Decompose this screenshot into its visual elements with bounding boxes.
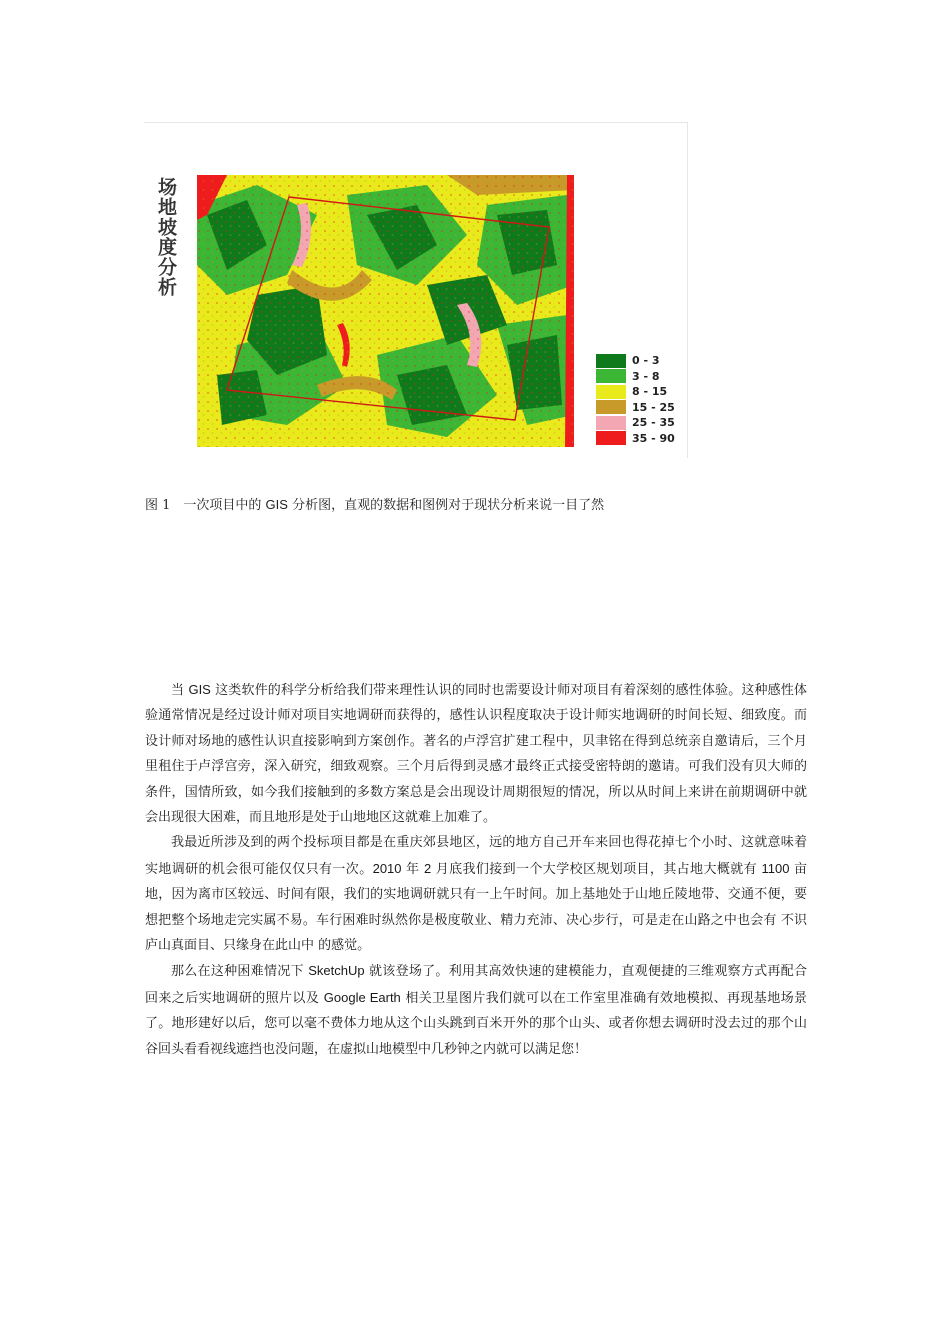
legend-label: 8 - 15: [632, 385, 668, 399]
legend-item: [596, 431, 675, 447]
legend-item: [596, 384, 675, 400]
latin-term: 1100: [761, 860, 790, 876]
figure-title: 场地坡度分析: [155, 177, 177, 297]
legend-label: 15 - 25: [632, 400, 675, 414]
text-run: 相关卫星图片我们就可以在工作室里准确有效地模拟、再现基地场景了。地形建好以后，您可以毫不费体力地从这个山头跳到百米开外的那个山头、或者你想去调研时没去过的那个山谷回头看看视线遮挡也没问题，在虚拟山地模型中几秒钟之内就可以满足您！: [145, 990, 808, 1057]
legend-label: 3 - 8: [632, 369, 660, 383]
text-run: 年: [401, 861, 424, 877]
paragraph-2: [145, 830, 807, 958]
legend-label: 35 - 90: [632, 431, 675, 445]
paragraph-3: [145, 958, 807, 1062]
slope-legend: [596, 353, 675, 446]
text-run: 当: [171, 683, 189, 698]
legend-swatch: [596, 400, 626, 414]
caption-prefix: 图 1 一次项目中的: [145, 498, 266, 513]
text-run: 亩地，因为离市区较远、时间有限，我们的实地调研就只有一上午时间。加上基地处于山地丘陵地带、交通不便，要想把整个场地走完实属不易。车行困难时纵然你是极度敬业、精力充沛、决心步行，可是走在山路之中也会有 不识庐山真面目、只缘身在此山中 的感觉。: [145, 861, 808, 954]
legend-swatch: [596, 369, 626, 383]
latin-term: 2010: [372, 860, 402, 876]
slope-analysis-figure: [144, 122, 688, 458]
figure-caption: [145, 494, 604, 513]
latin-term: 2: [423, 860, 432, 876]
text-run: 就该登场了。利用其高效快速的建模能力，直观便捷的三维观察方式再配合回来之后实地调研的照片以及: [145, 964, 807, 1006]
legend-swatch: [596, 385, 626, 399]
legend-swatch: [596, 431, 626, 445]
legend-label: 25 - 35: [632, 416, 675, 430]
legend-item: [596, 353, 675, 369]
legend-item: [596, 400, 675, 416]
paragraph-1: [145, 677, 807, 830]
caption-gis: GIS: [265, 497, 288, 512]
legend-swatch: [596, 416, 626, 430]
text-run: 我最近所涉及到的两个投标项目都是在重庆郊县地区，远的地方自己开车来回也得花掉七个小时、这就意味着实地调研的机会很可能仅仅只有一次。: [145, 835, 807, 877]
latin-term: SketchUp: [308, 963, 365, 979]
latin-term: GIS: [188, 682, 211, 697]
legend-label: 0 - 3: [632, 354, 660, 368]
latin-term: Google Earth: [323, 989, 401, 1005]
legend-item: [596, 415, 675, 431]
slope-map-image: [197, 175, 574, 447]
text-run: 月底我们接到一个大学校区规划项目，其占地大概就有: [431, 861, 762, 877]
caption-suffix: 分析图，直观的数据和图例对于现状分析来说一目了然: [287, 498, 605, 513]
legend-swatch: [596, 354, 626, 368]
text-run: 那么在这种困难情况下: [171, 964, 309, 980]
legend-item: [596, 369, 675, 385]
article-body: [145, 677, 807, 1062]
text-run: 这类软件的科学分析给我们带来理性认识的同时也需要设计师对项目有着深刻的感性体验。这种感性体验通常情况是经过设计师对项目实地调研而获得的，感性认识程度取决于设计师实地调研的时间长短、细致度。而设计师对场地的感性认识直接影响到方案创作。著名的卢浮宫扩建工程中，贝聿铭在得到总统亲自邀请后，三个月里租住于卢浮宫旁，深入研究，细致观察。三个月后得到灵感才最终正式接受密特朗的邀请。可我们没有贝大师的条件，国情所致，如今我们接触到的多数方案总是会出现设计周期很短的情况，所以从时间上来讲在前期调研中就会出现很大困难，而且地形是处于山地地区这就难上加难了。: [145, 683, 807, 826]
